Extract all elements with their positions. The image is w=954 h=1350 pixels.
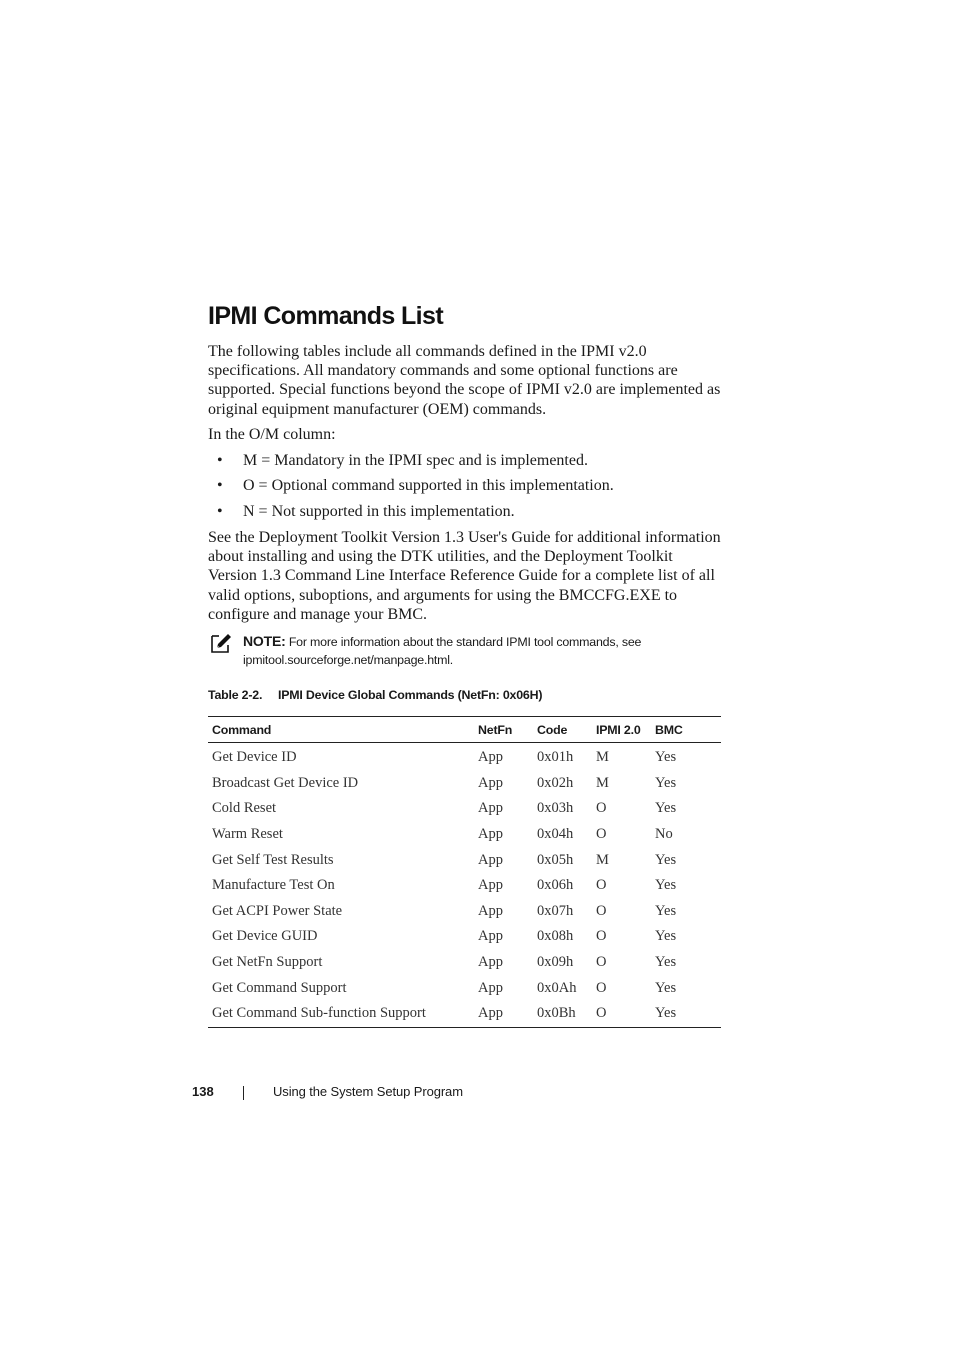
cell-code: 0x03h: [537, 800, 574, 817]
cell-ipmi: O: [596, 954, 607, 971]
cell-code: 0x04h: [537, 826, 574, 843]
cell-netfn: App: [478, 877, 503, 894]
table-row: [208, 847, 721, 873]
note-label: NOTE:: [243, 633, 286, 649]
cell-bmc: Yes: [655, 954, 677, 971]
note-text: [243, 632, 713, 669]
table-caption-number: Table 2-2.: [208, 688, 263, 702]
bullet-icon: •: [217, 452, 223, 469]
column-header-bmc: BMC: [651, 717, 721, 743]
see-also-paragraph: See the Deployment Toolkit Version 1.3 User's Guide for additional information about installing and using the DTK utilities, and the Deployment Toolkit Version 1.3 Command Line Interface Reference Guide for a complete list of all valid options, suboptions, and arguments for using the BMCCFG.EXE to configure and manage your BMC.: [208, 529, 721, 623]
cell-netfn: App: [478, 954, 503, 971]
cell-ipmi: O: [596, 877, 607, 894]
cell-command: Get Self Test Results: [212, 851, 334, 868]
cell-netfn: App: [478, 826, 503, 843]
list-item-text: N = Not supported in this implementation.: [243, 502, 515, 520]
cell-code: 0x05h: [537, 851, 574, 868]
cell-bmc: Yes: [655, 800, 677, 817]
intro-paragraph: The following tables include all commands defined in the IPMI v2.0 specifications. All mandatory commands and some optional functions are supported. Special functions beyond the scope of IPMI v2.0 are implemented as original equipment manufacturer (OEM) commands.: [208, 343, 721, 418]
cell-bmc: Yes: [655, 902, 677, 919]
cell-bmc: No: [655, 826, 673, 843]
table-row: [208, 975, 721, 1001]
cell-netfn: App: [478, 1005, 503, 1022]
ipmi-commands-table: [208, 716, 721, 1028]
cell-bmc: Yes: [655, 979, 677, 996]
cell-netfn: App: [478, 979, 503, 996]
list-item-text: M = Mandatory in the IPMI spec and is implemented.: [243, 452, 588, 469]
cell-ipmi: M: [596, 749, 609, 766]
cell-code: 0x01h: [537, 749, 574, 766]
column-header-netfn: NetFn: [474, 717, 533, 743]
list-item-text: O = Optional command supported in this implementation.: [243, 477, 614, 495]
cell-ipmi: O: [596, 979, 607, 996]
cell-netfn: App: [478, 902, 503, 919]
cell-bmc: Yes: [655, 749, 677, 766]
note-body: For more information about the standard IPMI tool commands, see ipmitool.sourceforge.net/manpage.html.: [243, 635, 642, 667]
cell-command: Cold Reset: [212, 800, 277, 817]
table-row: [208, 924, 721, 950]
cell-command: Warm Reset: [212, 826, 283, 843]
cell-code: 0x06h: [537, 877, 574, 894]
cell-netfn: App: [478, 851, 503, 868]
cell-ipmi: O: [596, 800, 607, 817]
table-row: [208, 950, 721, 976]
cell-code: 0x08h: [537, 928, 574, 945]
cell-bmc: Yes: [655, 928, 677, 945]
cell-command: Get Device GUID: [212, 928, 318, 945]
cell-command: Get Device ID: [212, 749, 297, 766]
footer-separator: [243, 1086, 244, 1100]
cell-netfn: App: [478, 800, 503, 817]
cell-code: 0x07h: [537, 902, 574, 919]
note-pencil-icon: [211, 633, 233, 653]
table-row: [208, 743, 721, 771]
footer-section-title: Using the System Setup Program: [273, 1084, 463, 1099]
cell-command: Get Command Sub-function Support: [212, 1005, 426, 1022]
page-footer: [0, 1084, 954, 1104]
cell-command: Broadcast Get Device ID: [212, 774, 359, 791]
cell-command: Get Command Support: [212, 979, 347, 996]
table-caption: [208, 688, 542, 702]
cell-netfn: App: [478, 749, 503, 766]
cell-ipmi: O: [596, 826, 607, 843]
cell-code: 0x0Ah: [537, 979, 577, 996]
cell-ipmi: O: [596, 928, 607, 945]
page-title: IPMI Commands List: [208, 302, 444, 330]
cell-netfn: App: [478, 774, 503, 791]
table-header-row: [208, 717, 721, 743]
cell-ipmi: M: [596, 851, 609, 868]
table-row: [208, 899, 721, 925]
bullet-icon: •: [217, 502, 223, 520]
cell-command: Get NetFn Support: [212, 954, 323, 971]
column-header-ipmi: IPMI 2.0: [592, 717, 651, 743]
cell-ipmi: O: [596, 1005, 607, 1022]
list-item: [208, 476, 723, 501]
column-header-code: Code: [533, 717, 592, 743]
om-column-intro: In the O/M column:: [208, 426, 336, 443]
cell-bmc: Yes: [655, 877, 677, 894]
table-row: [208, 1001, 721, 1027]
page-number: 138: [192, 1084, 214, 1099]
cell-bmc: Yes: [655, 774, 677, 791]
om-legend-list: [208, 451, 723, 527]
cell-bmc: Yes: [655, 1005, 677, 1022]
cell-ipmi: M: [596, 774, 609, 791]
bullet-icon: •: [217, 477, 223, 495]
column-header-command: Command: [208, 717, 474, 743]
table-caption-title: IPMI Device Global Commands (NetFn: 0x06H): [278, 688, 543, 702]
cell-code: 0x09h: [537, 954, 574, 971]
list-item: [208, 502, 723, 527]
cell-ipmi: O: [596, 902, 607, 919]
table-row: [208, 822, 721, 848]
table-row: [208, 796, 721, 822]
cell-netfn: App: [478, 928, 503, 945]
table-row: [208, 771, 721, 797]
list-item: [208, 451, 723, 476]
table-row: [208, 873, 721, 899]
cell-code: 0x0Bh: [537, 1005, 576, 1022]
cell-code: 0x02h: [537, 774, 574, 791]
cell-command: Manufacture Test On: [212, 877, 335, 894]
cell-command: Get ACPI Power State: [212, 902, 343, 919]
cell-bmc: Yes: [655, 851, 677, 868]
